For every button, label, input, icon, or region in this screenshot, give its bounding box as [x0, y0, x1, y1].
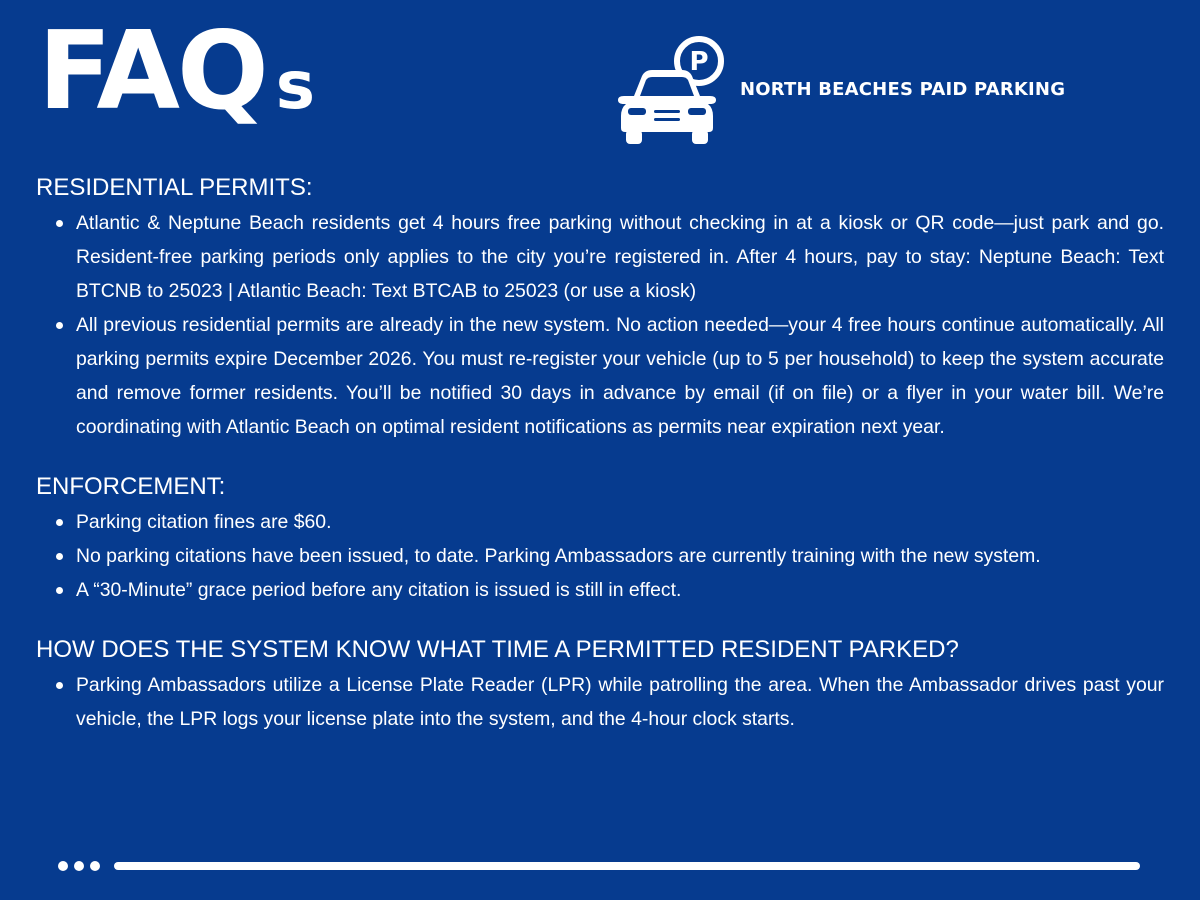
header [0, 0, 1200, 170]
footer-dot [90, 861, 100, 871]
list-item-text: Parking citation fines are $60. [76, 511, 332, 533]
list-item [36, 539, 1164, 573]
parking-badge-letter: P [689, 47, 709, 77]
section-title: ENFORCEMENT: [36, 473, 226, 500]
item-list [36, 206, 1164, 444]
list-item [36, 206, 1164, 308]
bullet-icon [56, 553, 63, 560]
section-enforcement [36, 471, 1164, 607]
item-list [36, 668, 1164, 736]
list-item-text: Parking Ambassadors utilize a License Plate Reader (LPR) while patrolling the area. When the Ambassador drives past your vehicle, the LPR logs your license plate into the system, and the 4-hour clock starts. [76, 674, 1164, 730]
footer-line [114, 862, 1140, 870]
list-item-text: No parking citations have been issued, to date. Parking Ambassadors are currently training with the new system. [76, 545, 1041, 567]
bullet-icon [56, 587, 63, 594]
bullet-icon [56, 682, 63, 689]
section-title: HOW DOES THE SYSTEM KNOW WHAT TIME A PERMITTED RESIDENT PARKED? [36, 636, 959, 663]
car-parking-icon [612, 28, 732, 148]
list-item [36, 573, 1164, 607]
bullet-icon [56, 220, 63, 227]
page-title [38, 9, 316, 134]
bullet-icon [56, 519, 63, 526]
list-item [36, 505, 1164, 539]
footer-dot [74, 861, 84, 871]
section-residential-permits [36, 172, 1164, 444]
list-item-text: Atlantic & Neptune Beach residents get 4 hours free parking without checking in at a kiosk or QR code—just park and go. Resident-free parking periods only applies to the city you’re registered in. After 4 hours, pay to stay: Neptune Beach: Text BTCNB to 25023 | Atlantic Beach: Text BTCAB to 25023 (or use a kiosk) [76, 212, 1164, 302]
page-title-main: FAQ [38, 9, 266, 134]
footer-dot [58, 861, 68, 871]
faq-content [36, 172, 1164, 736]
brand-title: NORTH BEACHES PAID PARKING [740, 79, 1066, 100]
page-title-suffix: s [275, 47, 316, 124]
list-item [36, 668, 1164, 736]
bullet-icon [56, 322, 63, 329]
list-item-text: A “30-Minute” grace period before any citation is issued is still in effect. [76, 579, 682, 601]
list-item [36, 308, 1164, 444]
section-system-timing [36, 634, 1164, 736]
footer-decoration [58, 860, 1142, 872]
list-item-text: All previous residential permits are already in the new system. No action needed—your 4 free hours continue automatically. All parking permits expire December 2026. You must re-register your vehicle (up to 5 per household) to keep the system accurate and remove former residents. You’ll be notified 30 days in advance by email (if on file) or a flyer in your water bill. We’re coordinating with Atlantic Beach on optimal resident notifications as permits near expiration next year. [76, 314, 1164, 438]
section-title: RESIDENTIAL PERMITS: [36, 174, 313, 201]
item-list [36, 505, 1164, 607]
